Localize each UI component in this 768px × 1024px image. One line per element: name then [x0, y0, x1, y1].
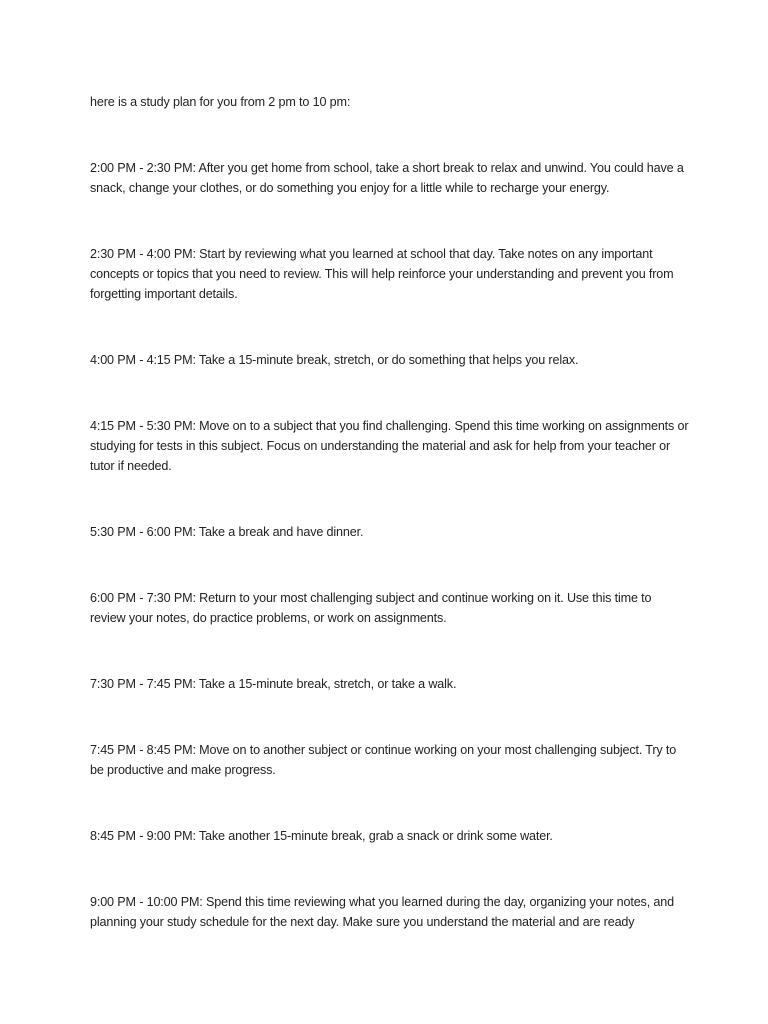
schedule-entry-2: 2:30 PM - 4:00 PM: Start by reviewing what you learned at school that day. Take notes on any important concepts or topics that you need to review. This will help reinforce your understanding and prevent you from forgetting important details.	[90, 247, 674, 301]
intro-paragraph: here is a study plan for you from 2 pm to 10 pm:	[90, 95, 351, 109]
schedule-entry-8: 7:45 PM - 8:45 PM: Move on to another subject or continue working on your most challenging subject. Try to be productive and make progress.	[90, 743, 677, 777]
schedule-entry-5: 5:30 PM - 6:00 PM: Take a break and have dinner.	[90, 525, 364, 539]
schedule-entry-3: 4:00 PM - 4:15 PM: Take a 15-minute break, stretch, or do something that helps you relax.	[90, 353, 579, 367]
schedule-entry-10: 9:00 PM - 10:00 PM: Spend this time reviewing what you learned during the day, organizing your notes, and planning your study schedule for the next day. Make sure you understand the material and are ready	[90, 895, 674, 929]
schedule-entry-7: 7:30 PM - 7:45 PM: Take a 15-minute break, stretch, or take a walk.	[90, 677, 457, 691]
document-body	[90, 92, 690, 978]
schedule-entry-4: 4:15 PM - 5:30 PM: Move on to a subject that you find challenging. Spend this time working on assignments or studying for tests in this subject. Focus on understanding the material and ask for help from your teacher or tutor if needed.	[90, 419, 689, 473]
schedule-entry-9: 8:45 PM - 9:00 PM: Take another 15-minute break, grab a snack or drink some water.	[90, 829, 553, 843]
schedule-entry-1: 2:00 PM - 2:30 PM: After you get home from school, take a short break to relax and unwind. You could have a snack, change your clothes, or do something you enjoy for a little while to recharge your energy.	[90, 161, 684, 195]
schedule-entry-6: 6:00 PM - 7:30 PM: Return to your most challenging subject and continue working on it. Use this time to review your notes, do practice problems, or work on assignments.	[90, 591, 652, 625]
